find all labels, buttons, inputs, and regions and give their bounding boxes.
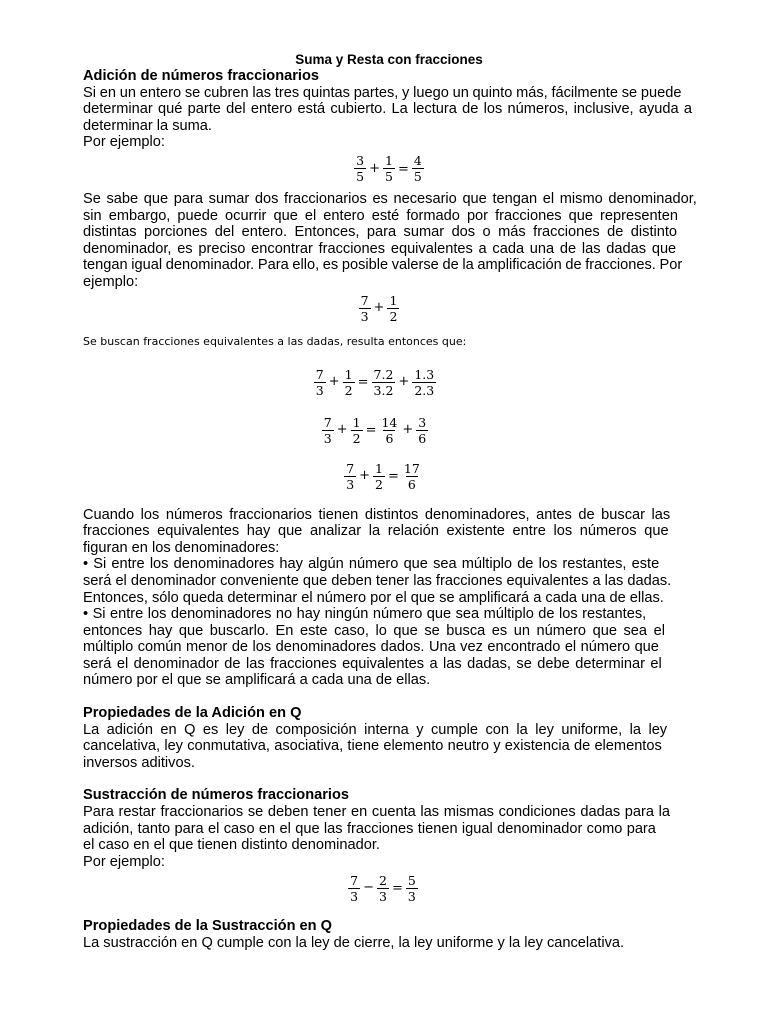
bullet-item-1: [83, 556, 695, 606]
text-line: La adición en Q es ley de composición interna y cumple con la ley uniforme, la ley: [83, 721, 668, 738]
fraction: $\frac{1}{2}$: [344, 367, 353, 399]
fraction: $\frac{2}{3}$: [379, 872, 387, 904]
fraction: $\frac{7}{3}$: [315, 367, 324, 399]
text-line: determinar la suma.: [83, 117, 212, 134]
fraction: $\frac{7.2}{3.2}$: [373, 367, 394, 399]
paragraph-propiedades-sustraccion: [83, 935, 695, 952]
fraction: $\frac{7}{3}$: [350, 872, 359, 904]
text-line: denominador, es preciso encontrar fracciones equivalentes a cada una de las dadas que: [83, 240, 677, 257]
text-line: entonces hay que buscarlo. En este caso, lo que se busca es un número que sea el: [83, 622, 665, 639]
fraction: $\frac{7}{3}$: [360, 293, 369, 325]
document-page: [83, 52, 695, 952]
text-line: será el denominador conveniente que deben tener las fracciones equivalentes a las dadas.: [83, 572, 672, 589]
paragraph-relacion: [83, 507, 695, 557]
text-line: sin embargo, puede ocurrir que el entero esté formado por fracciones que representen: [83, 207, 678, 224]
section-heading-propiedades-sustraccion: Propiedades de la Sustracción en Q: [83, 918, 332, 935]
fraction: $\frac{1}{5}$: [385, 153, 393, 185]
example-label: Por ejemplo:: [83, 853, 165, 870]
paragraph-propiedades-adicion: [83, 722, 695, 772]
equation-1: $\frac{3}{5}$ + $\frac{1}{5}$ = $\frac{4}{5}$: [356, 153, 422, 185]
text-line: Se sabe que para sumar dos fraccionarios es necesario que tengan el mismo denominador,: [83, 190, 697, 207]
text-line: distintas porciones del entero. Entonces, para sumar dos o más fracciones de distinto: [83, 224, 678, 241]
equation-4: $\frac{7}{3}$ + $\frac{1}{2}$ = $\frac{14}{6}$ + $\frac{3}{6}$: [323, 415, 427, 447]
small-note: Se buscan fracciones equivalentes a las dadas, resulta entonces que:: [83, 334, 467, 348]
bullet-icon: •: [83, 606, 89, 623]
text-line: tengan igual denominador. Para ello, es posible valerse de la amplificación de fracciones. Por: [83, 257, 683, 274]
equation-3: $\frac{7}{3}$ + $\frac{1}{2}$ = $\frac{7.2}{3.2}$ + $\frac{1.3}{2.3}$: [315, 367, 435, 399]
section-heading-propiedades-adicion: Propiedades de la Adición en Q: [83, 705, 302, 722]
equation-6: $\frac{7}{3}$ − $\frac{2}{3}$ = $\frac{5}{3}$: [350, 872, 416, 904]
bullet-icon: •: [83, 556, 89, 573]
fraction: $\frac{1}{2}$: [375, 461, 383, 493]
text-line: Cuando los números fraccionarios tienen distintos denominadores, antes de buscar las: [83, 506, 671, 523]
text-line: Entonces, sólo queda determinar el número por el que se amplificará a cada una de ellas.: [83, 589, 664, 606]
paragraph-denominadores: [83, 191, 695, 291]
text-line: múltiplo común menor de los denominadores dados. Una vez encontrado el número que: [83, 639, 659, 656]
text-line: fracciones equivalentes hay que analizar la relación existente entre los números que: [83, 523, 669, 540]
fraction: $\frac{7}{3}$: [346, 461, 355, 493]
equation-2: $\frac{7}{3}$ + $\frac{1}{2}$: [360, 293, 398, 325]
equation-5: $\frac{7}{3}$ + $\frac{1}{2}$ = $\frac{17}{6}$: [346, 461, 420, 493]
fraction: $\frac{1.3}{2.3}$: [414, 367, 435, 399]
text-line: adición, tanto para el caso en el que las fracciones tienen igual denominador como para: [83, 820, 656, 837]
document-title: Suma y Resta con fracciones: [295, 52, 483, 67]
text-line: La sustracción en Q cumple con la ley de cierre, la ley uniforme y la ley cancelativa.: [83, 935, 625, 951]
bullet-item-2: [83, 606, 695, 689]
text-line: determinar qué parte del entero está cubierto. La lectura de los números, inclusive, ayuda a: [83, 101, 693, 118]
text-line: número por el que se amplificará a cada una de ellas.: [83, 672, 431, 689]
text-line: ejemplo:: [83, 273, 139, 290]
text-line: Si en un entero se cubren las tres quintas partes, y luego un quinto más, fácilmente se puede: [83, 84, 682, 101]
fraction: $\frac{5}{3}$: [407, 872, 416, 904]
text-line: cancelativa, ley conmutativa, asociativa, tiene elemento neutro y existencia de elementos: [83, 738, 662, 755]
fraction: $\frac{4}{5}$: [413, 153, 422, 185]
paragraph-sustraccion: [83, 804, 695, 854]
text-line: será el denominador de las fracciones equivalentes a las dadas, se debe determinar el: [83, 655, 662, 672]
paragraph-intro: [83, 85, 695, 135]
section-heading-sustraccion: Sustracción de números fraccionarios: [83, 787, 350, 804]
text-line: • Si entre los denominadores no hay ningún número que sea múltiplo de los restantes,: [83, 606, 647, 623]
text-line: inversos aditivos.: [83, 754, 195, 771]
fraction: $\frac{3}{6}$: [418, 415, 427, 447]
fraction: $\frac{1}{2}$: [389, 293, 398, 325]
fraction: $\frac{3}{5}$: [356, 153, 365, 185]
fraction: $\frac{17}{6}$: [403, 461, 420, 493]
example-label: Por ejemplo:: [83, 134, 165, 151]
fraction: $\frac{7}{3}$: [323, 415, 332, 447]
section-heading-adicion: Adición de números fraccionarios: [83, 68, 319, 84]
text-line: • Si entre los denominadores hay algún número que sea múltiplo de los restantes, este: [83, 556, 660, 573]
fraction: $\frac{14}{6}$: [381, 415, 398, 447]
text-line: figuran en los denominadores:: [83, 539, 280, 556]
text-line: Para restar fraccionarios se deben tener en cuenta las mismas condiciones dadas para la: [83, 804, 671, 821]
text-line: el caso en el que tienen distinto denominador.: [83, 837, 380, 854]
fraction: $\frac{1}{2}$: [352, 415, 361, 447]
